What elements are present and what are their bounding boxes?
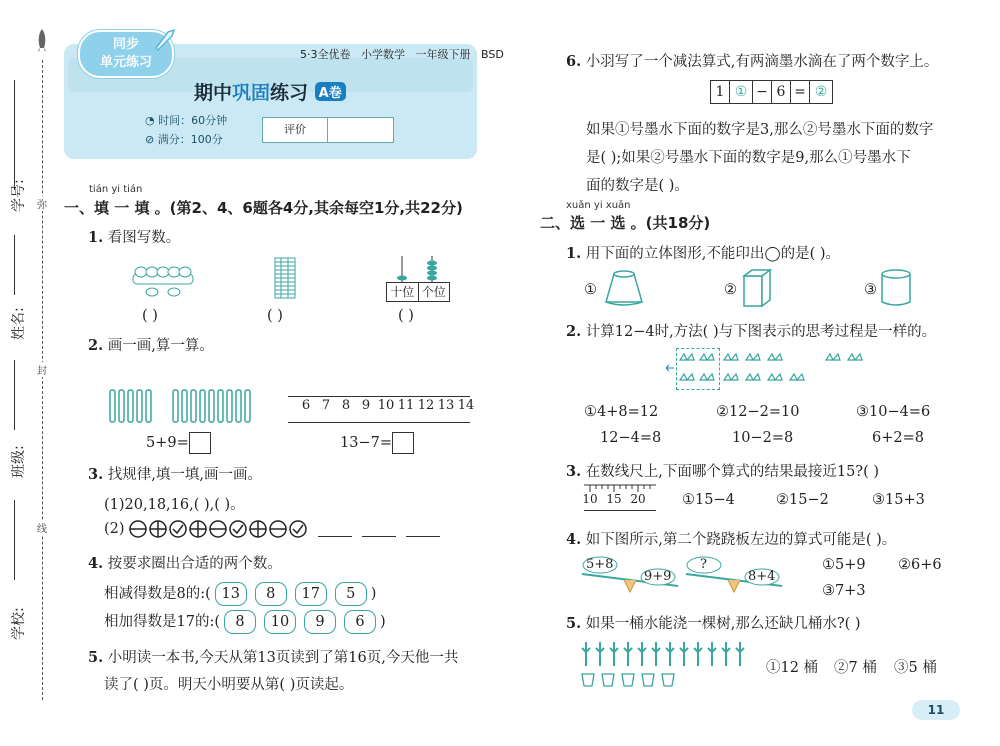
q2-eq2-text: 13−7=	[340, 435, 392, 451]
name-line	[14, 235, 15, 295]
q3-num: 3.	[88, 466, 104, 483]
school-line	[14, 500, 15, 580]
q1-num: 1.	[88, 229, 104, 246]
sec1-pinyin: tián yi tián	[89, 184, 143, 195]
q3-draw-blank-2[interactable]	[362, 536, 396, 537]
q4-row1	[104, 582, 376, 606]
seesaw-1	[580, 556, 680, 596]
seesaw-2	[684, 556, 784, 596]
c1-opt-1[interactable]: ①	[584, 282, 597, 298]
q2-eq2	[340, 432, 414, 454]
c3-opt-2[interactable]: ②15−2	[776, 492, 829, 508]
q1-blank-2[interactable]: ( )	[267, 308, 283, 324]
tick: 14	[457, 398, 475, 413]
c3-text: 在数线尺上,下面哪个算式的结果最接近15?( )	[585, 464, 880, 480]
q6-ink-1: ①	[730, 81, 753, 103]
binding-strip	[0, 0, 60, 746]
clock-icon: ◔	[145, 114, 155, 127]
c5-opt-1[interactable]: ①12 桶	[766, 660, 819, 676]
q5-num: 5.	[88, 649, 104, 666]
q3-draw-blank-1[interactable]	[318, 536, 352, 537]
q4-num-option[interactable]: 8	[224, 610, 256, 634]
q2	[88, 334, 214, 355]
title-tag: A卷	[315, 82, 346, 101]
c5-opt-2[interactable]: ②7 桶	[834, 660, 877, 676]
cut-line	[42, 60, 43, 700]
eval-label: 评价	[263, 118, 328, 142]
eval-field[interactable]	[328, 118, 393, 142]
tick: 8	[341, 398, 351, 413]
ruler-tick-label: 15	[606, 492, 622, 506]
trees-and-buckets-image	[580, 638, 756, 690]
seesaw-1-left: 5+8	[586, 557, 614, 572]
c1-num: 1.	[566, 245, 582, 262]
q6-num: 6.	[566, 53, 582, 70]
c3	[566, 460, 879, 481]
q6-equation	[710, 80, 833, 104]
q4-num-option[interactable]: 13	[215, 582, 247, 606]
c3-opt-1[interactable]: ①15−4	[682, 492, 735, 508]
cube-blocks-image	[273, 256, 299, 300]
page-number-text: 11	[927, 703, 945, 717]
c5-text: 如果一桶水能浇一棵树,那么还缺几桶水?( )	[585, 616, 861, 632]
ruler-tick-label: 20	[630, 492, 646, 506]
c1	[566, 242, 840, 263]
tick: 12	[417, 398, 435, 413]
q2-answer-box-2[interactable]	[392, 432, 414, 454]
q4-num-option[interactable]: 8	[255, 582, 287, 606]
tick: 7	[321, 398, 331, 413]
c5-num: 5.	[566, 615, 582, 632]
q4-num-option[interactable]: 10	[264, 610, 296, 634]
q1	[88, 226, 180, 247]
c4-opt-2[interactable]: ②6+6	[898, 557, 942, 573]
class-label: 班级:	[11, 445, 27, 478]
tick: 11	[397, 398, 415, 413]
rocket-icon	[32, 28, 52, 54]
q4-num-option[interactable]: 6	[344, 610, 376, 634]
abacus-ones-label: 个位	[421, 285, 446, 299]
ruler-tick-label: 10	[582, 492, 598, 506]
q6-line3: 面的数字是( )。	[586, 178, 689, 194]
egg-tray-image	[130, 262, 196, 298]
q6-text: 小羽写了一个减法算式,有两滴墨水滴在了两个数字上。	[585, 54, 939, 70]
title-part-a: 期中	[194, 82, 233, 104]
page-title	[194, 78, 346, 105]
q6	[566, 50, 938, 71]
q6-eq-cell: 6	[772, 81, 791, 103]
q1-blank-1[interactable]: ( )	[142, 308, 158, 324]
c2-opt-1[interactable]: ①4+8=12	[584, 404, 659, 420]
abacus	[386, 256, 448, 302]
seesaw-2-left: ?	[700, 557, 707, 572]
time-info	[145, 112, 227, 128]
series-name: 5·3全优卷	[300, 48, 351, 61]
check-icon: ⊘	[145, 133, 155, 146]
q5-text1: 小明读一本书,今天从第13页读到了第16页,今天他一共	[107, 650, 459, 666]
c5-opt-3[interactable]: ③5 桶	[894, 660, 937, 676]
score-info	[145, 131, 223, 147]
badge-top: 同步	[112, 37, 139, 52]
sec2-pinyin: xuǎn yi xuǎn	[566, 200, 631, 211]
seal-feng: 封	[37, 362, 47, 377]
abacus-tens-label: 十位	[387, 283, 419, 301]
student-no-line	[14, 80, 15, 190]
c2-opt-2-line2: 10−2=8	[732, 430, 794, 446]
c2-text: 计算12−4时,方法( )与下图表示的思考过程是一样的。	[585, 324, 937, 340]
q1-blank-3[interactable]: ( )	[398, 308, 414, 324]
series-info	[300, 46, 504, 62]
subject: 小学数学	[361, 48, 405, 61]
q6-eq-cell: =	[791, 81, 810, 103]
paper-cranes-image	[666, 348, 876, 390]
rocket-badge-icon	[150, 26, 178, 54]
c2-num: 2.	[566, 323, 582, 340]
c1-text: 用下面的立体图形,不能印出◯的是( )。	[585, 246, 841, 262]
seal-mi: 弥	[37, 196, 47, 211]
tick: 13	[437, 398, 455, 413]
title-part-c: 练习	[270, 82, 309, 104]
class-line	[14, 360, 15, 430]
cranes-icon	[666, 348, 876, 390]
q4-num-option[interactable]: 17	[295, 582, 327, 606]
tick: 9	[361, 398, 371, 413]
c4-num: 4.	[566, 531, 582, 548]
c4	[566, 528, 896, 549]
cuboid-icon	[742, 268, 772, 308]
q4	[88, 552, 282, 573]
q3-line2-prefix: (2)	[104, 521, 125, 537]
q6-ink-2: ②	[814, 84, 828, 100]
ruler-image	[584, 484, 656, 514]
c2-opt-1-line2: 12−4=8	[600, 430, 662, 446]
number-line-ticks	[296, 398, 476, 413]
q2-eq1-text: 5+9=	[146, 435, 189, 451]
c1-opt-3[interactable]: ③	[864, 282, 877, 298]
sec1-title: 一、填 一 填 。(第2、4、6题各4分,其余每空1分,共22分)	[64, 199, 463, 217]
q3	[88, 463, 262, 484]
q6-line2: 是( );如果②号墨水下面的数字是9,那么①号墨水下	[586, 150, 911, 166]
title-part-b: 巩固	[232, 82, 271, 104]
q4-close: )	[380, 614, 386, 630]
c4-opt-3[interactable]: ③7+3	[822, 583, 866, 599]
sticks-image	[108, 388, 258, 424]
c2	[566, 320, 936, 341]
tick: 10	[377, 398, 395, 413]
q4-num-option[interactable]: 9	[304, 610, 336, 634]
q3-line1: (1)20,18,16,( ),( )。	[104, 497, 245, 513]
c2-opt-3[interactable]: ③10−4=6	[856, 404, 931, 420]
school-label: 学校:	[11, 607, 27, 640]
edition: BSD	[481, 48, 504, 61]
q4-row2	[104, 610, 386, 634]
q3-text: 找规律,填一填,画一画。	[107, 467, 262, 483]
q6-eq-cell: −	[753, 81, 772, 103]
q6-line1: 如果①号墨水下面的数字是3,那么②号墨水下面的数字	[586, 122, 934, 138]
q5-text2: 读了( )页。明天小明要从第( )页读起。	[104, 677, 354, 693]
page-number	[912, 700, 960, 720]
q2-eq1	[146, 432, 211, 454]
c5	[566, 612, 861, 633]
eval-box	[262, 117, 394, 143]
q4-close: )	[370, 586, 377, 602]
q2-num: 2.	[88, 337, 104, 354]
q4-num: 4.	[88, 555, 104, 572]
c4-text: 如下图所示,第二个跷跷板左边的算式可能是( )。	[585, 532, 897, 548]
time-text: 时间：60分钟	[158, 114, 228, 127]
grade: 一年级下册	[415, 48, 471, 61]
seal-xian: 线	[37, 520, 47, 535]
ruler-labels	[584, 492, 650, 506]
q5	[88, 646, 458, 667]
c3-opt-3[interactable]: ③15+3	[872, 492, 925, 508]
name-label: 姓名:	[11, 307, 27, 340]
sec2-title: 二、选 一 选 。(共18分)	[540, 214, 711, 232]
score-text: 满分：100分	[157, 133, 223, 146]
c2-opt-2[interactable]: ②12−2=10	[716, 404, 800, 420]
c1-opt-2[interactable]: ②	[724, 282, 737, 298]
c4-opt-1[interactable]: ①5+9	[822, 557, 866, 573]
frustum-icon	[602, 268, 646, 308]
q6-eq-cell: 1	[711, 81, 730, 103]
student-no-label: 学号:	[11, 179, 27, 212]
q4-text: 按要求圈出合适的两个数。	[107, 556, 282, 572]
seesaw-1-right: 9+9	[644, 569, 672, 584]
q4-num-option[interactable]: 5	[335, 582, 367, 606]
seesaw-2-right: 8+4	[748, 569, 776, 584]
q4-row2-label: 相加得数是17的:(	[104, 614, 220, 630]
pattern-symbols	[128, 519, 314, 539]
q2-answer-box-1[interactable]	[189, 432, 211, 454]
q4-row1-label: 相减得数是8的:(	[104, 586, 211, 602]
abacus-beads	[386, 256, 448, 282]
c3-num: 3.	[566, 463, 582, 480]
q3-draw-blank-3[interactable]	[406, 536, 440, 537]
cylinder-icon	[880, 268, 912, 308]
q2-text: 画一画,算一算。	[107, 338, 214, 354]
number-line	[288, 388, 475, 428]
tick: 6	[301, 398, 311, 413]
badge-bottom: 单元练习	[99, 55, 152, 70]
q1-text: 看图写数。	[107, 230, 181, 246]
q3-line2	[104, 521, 125, 537]
c2-opt-3-line2: 6+2=8	[872, 430, 924, 446]
